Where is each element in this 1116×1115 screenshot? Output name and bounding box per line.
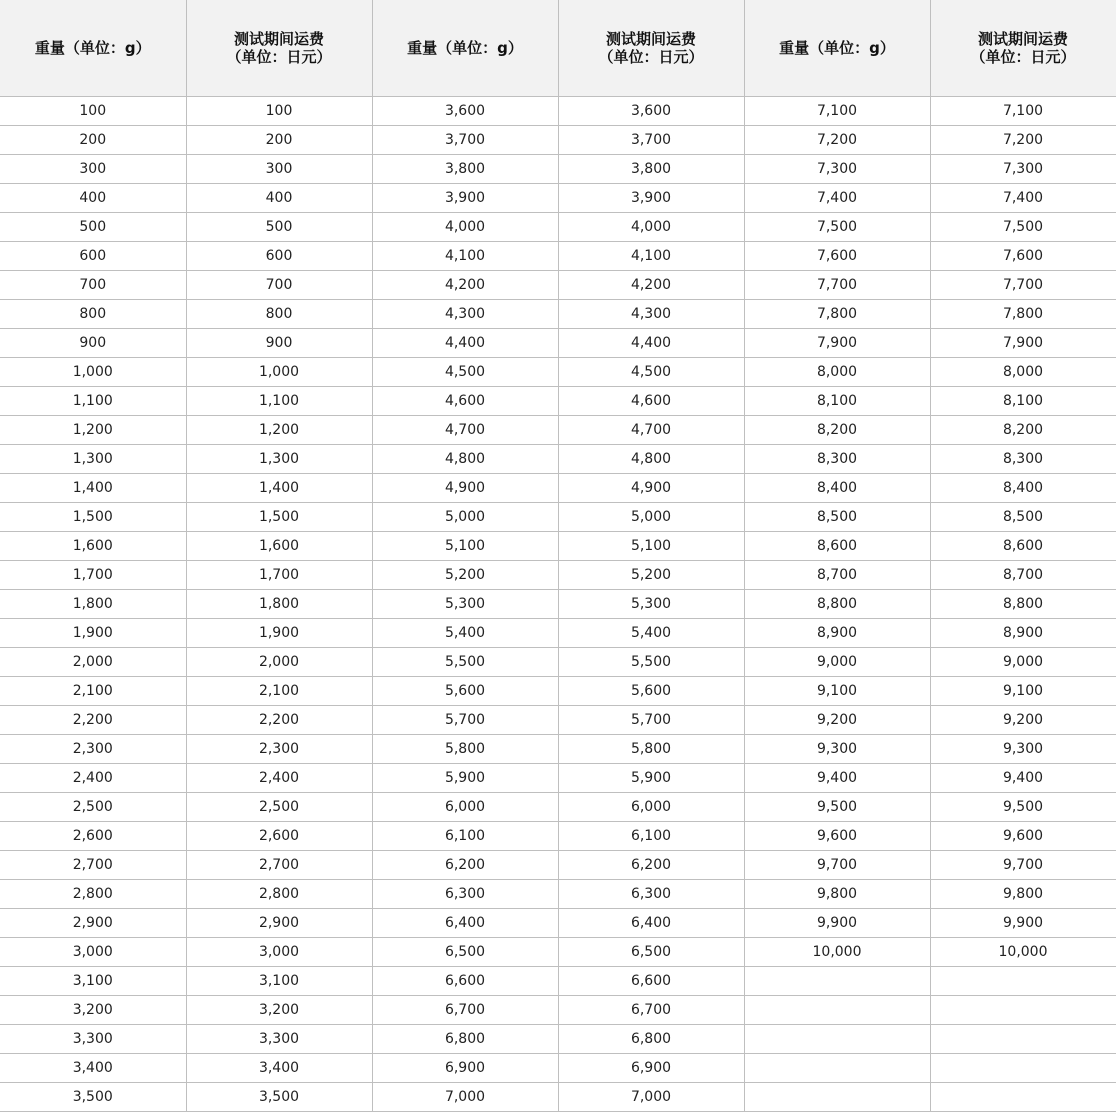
- weight-cell: 100: [0, 97, 186, 126]
- weight-cell: 6,200: [372, 851, 558, 880]
- fee-cell: 5,600: [558, 677, 744, 706]
- weight-cell: [744, 1083, 930, 1112]
- weight-cell: [744, 1025, 930, 1054]
- fee-cell: 9,600: [930, 822, 1116, 851]
- table-row: [0, 822, 1116, 851]
- fee-cell: 2,400: [186, 764, 372, 793]
- fee-cell: 4,500: [558, 358, 744, 387]
- weight-cell: 7,600: [744, 242, 930, 271]
- fee-cell: 6,400: [558, 909, 744, 938]
- weight-cell: 3,200: [0, 996, 186, 1025]
- table-row: [0, 242, 1116, 271]
- weight-cell: 9,100: [744, 677, 930, 706]
- fee-cell: 600: [186, 242, 372, 271]
- fee-cell: 8,200: [930, 416, 1116, 445]
- weight-cell: 900: [0, 329, 186, 358]
- weight-cell: 800: [0, 300, 186, 329]
- fee-cell: 9,000: [930, 648, 1116, 677]
- weight-cell: 2,700: [0, 851, 186, 880]
- weight-cell: 7,100: [744, 97, 930, 126]
- table-row: [0, 474, 1116, 503]
- fee-cell: 1,700: [186, 561, 372, 590]
- table-row: [0, 561, 1116, 590]
- weight-cell: 4,100: [372, 242, 558, 271]
- fee-cell: 6,300: [558, 880, 744, 909]
- fee-cell: 4,000: [558, 213, 744, 242]
- weight-cell: 1,400: [0, 474, 186, 503]
- table-row: [0, 1083, 1116, 1112]
- table-row: [0, 735, 1116, 764]
- fee-cell: 7,000: [558, 1083, 744, 1112]
- header-weight-1: 重量（单位：g）: [0, 0, 186, 97]
- fee-cell: 300: [186, 155, 372, 184]
- weight-cell: 6,300: [372, 880, 558, 909]
- weight-cell: 5,800: [372, 735, 558, 764]
- weight-cell: 8,000: [744, 358, 930, 387]
- table-row: [0, 97, 1116, 126]
- weight-cell: 8,800: [744, 590, 930, 619]
- fee-cell: 800: [186, 300, 372, 329]
- fee-cell: 7,700: [930, 271, 1116, 300]
- fee-cell: 9,900: [930, 909, 1116, 938]
- fee-cell: 500: [186, 213, 372, 242]
- weight-cell: 3,900: [372, 184, 558, 213]
- fee-cell: 9,800: [930, 880, 1116, 909]
- weight-cell: 4,700: [372, 416, 558, 445]
- table-row: [0, 677, 1116, 706]
- weight-cell: 1,600: [0, 532, 186, 561]
- fee-cell: 7,400: [930, 184, 1116, 213]
- table-row: [0, 271, 1116, 300]
- table-row: [0, 532, 1116, 561]
- fee-cell: 6,200: [558, 851, 744, 880]
- fee-cell: 2,500: [186, 793, 372, 822]
- weight-cell: 9,400: [744, 764, 930, 793]
- table-row: [0, 619, 1116, 648]
- fee-cell: 900: [186, 329, 372, 358]
- fee-cell: 8,000: [930, 358, 1116, 387]
- weight-cell: 1,200: [0, 416, 186, 445]
- weight-cell: 1,700: [0, 561, 186, 590]
- fee-cell: 4,700: [558, 416, 744, 445]
- weight-cell: 5,400: [372, 619, 558, 648]
- weight-cell: 5,600: [372, 677, 558, 706]
- fee-cell: 2,200: [186, 706, 372, 735]
- weight-cell: [744, 967, 930, 996]
- weight-cell: 3,600: [372, 97, 558, 126]
- fee-cell: 10,000: [930, 938, 1116, 967]
- fee-cell: 2,900: [186, 909, 372, 938]
- weight-cell: 8,500: [744, 503, 930, 532]
- table-header: [0, 0, 1116, 97]
- fee-cell: 8,700: [930, 561, 1116, 590]
- weight-cell: 8,700: [744, 561, 930, 590]
- weight-cell: 4,000: [372, 213, 558, 242]
- table-row: [0, 155, 1116, 184]
- table-row: [0, 793, 1116, 822]
- table-row: [0, 445, 1116, 474]
- weight-cell: 5,700: [372, 706, 558, 735]
- weight-cell: 7,000: [372, 1083, 558, 1112]
- weight-cell: 9,200: [744, 706, 930, 735]
- fee-cell: 2,800: [186, 880, 372, 909]
- fee-cell: 5,700: [558, 706, 744, 735]
- weight-cell: 600: [0, 242, 186, 271]
- weight-cell: 4,300: [372, 300, 558, 329]
- weight-cell: 1,500: [0, 503, 186, 532]
- weight-cell: 5,500: [372, 648, 558, 677]
- fee-cell: 8,900: [930, 619, 1116, 648]
- weight-cell: 3,300: [0, 1025, 186, 1054]
- fee-cell: 8,500: [930, 503, 1116, 532]
- weight-cell: 3,700: [372, 126, 558, 155]
- fee-cell: 1,900: [186, 619, 372, 648]
- fee-cell: 2,600: [186, 822, 372, 851]
- weight-cell: 6,700: [372, 996, 558, 1025]
- weight-cell: 3,800: [372, 155, 558, 184]
- weight-cell: 6,500: [372, 938, 558, 967]
- fee-cell: 6,600: [558, 967, 744, 996]
- fee-cell: 4,600: [558, 387, 744, 416]
- weight-cell: 7,500: [744, 213, 930, 242]
- fee-cell: 7,500: [930, 213, 1116, 242]
- weight-cell: 6,000: [372, 793, 558, 822]
- weight-cell: 4,400: [372, 329, 558, 358]
- weight-cell: 6,800: [372, 1025, 558, 1054]
- fee-cell: 1,100: [186, 387, 372, 416]
- fee-cell: 5,400: [558, 619, 744, 648]
- fee-cell: 9,200: [930, 706, 1116, 735]
- weight-cell: 1,900: [0, 619, 186, 648]
- table-row: [0, 126, 1116, 155]
- fee-cell: 6,100: [558, 822, 744, 851]
- fee-cell: 3,900: [558, 184, 744, 213]
- table-row: [0, 1025, 1116, 1054]
- table-row: [0, 503, 1116, 532]
- weight-cell: 7,800: [744, 300, 930, 329]
- weight-cell: 2,800: [0, 880, 186, 909]
- fee-cell: 200: [186, 126, 372, 155]
- fee-cell: [930, 996, 1116, 1025]
- fee-cell: 1,300: [186, 445, 372, 474]
- fee-cell: 3,600: [558, 97, 744, 126]
- weight-cell: 5,300: [372, 590, 558, 619]
- header-fee-2: 测试期间运费 （单位：日元）: [558, 0, 744, 97]
- fee-cell: 5,000: [558, 503, 744, 532]
- weight-cell: 700: [0, 271, 186, 300]
- weight-cell: 6,600: [372, 967, 558, 996]
- fee-cell: [930, 1025, 1116, 1054]
- fee-cell: 6,800: [558, 1025, 744, 1054]
- header-weight-2: 重量（单位：g）: [372, 0, 558, 97]
- weight-cell: 9,000: [744, 648, 930, 677]
- table-row: [0, 300, 1116, 329]
- fee-cell: 2,100: [186, 677, 372, 706]
- fee-cell: 3,200: [186, 996, 372, 1025]
- weight-cell: [744, 1054, 930, 1083]
- fee-cell: 5,500: [558, 648, 744, 677]
- weight-cell: 7,300: [744, 155, 930, 184]
- weight-cell: 9,600: [744, 822, 930, 851]
- weight-cell: 7,700: [744, 271, 930, 300]
- weight-cell: 1,100: [0, 387, 186, 416]
- weight-cell: 2,500: [0, 793, 186, 822]
- table-row: [0, 880, 1116, 909]
- weight-cell: 9,300: [744, 735, 930, 764]
- fee-cell: 400: [186, 184, 372, 213]
- table-row: [0, 358, 1116, 387]
- header-weight-3: 重量（单位：g）: [744, 0, 930, 97]
- fee-cell: 5,200: [558, 561, 744, 590]
- weight-cell: 400: [0, 184, 186, 213]
- fee-cell: 6,000: [558, 793, 744, 822]
- weight-cell: 4,800: [372, 445, 558, 474]
- weight-cell: 2,200: [0, 706, 186, 735]
- weight-cell: 3,500: [0, 1083, 186, 1112]
- fee-cell: 9,300: [930, 735, 1116, 764]
- fee-cell: 6,900: [558, 1054, 744, 1083]
- fee-cell: 2,700: [186, 851, 372, 880]
- fee-cell: 2,300: [186, 735, 372, 764]
- weight-cell: 1,000: [0, 358, 186, 387]
- weight-cell: 2,000: [0, 648, 186, 677]
- weight-cell: 9,700: [744, 851, 930, 880]
- fee-cell: 4,800: [558, 445, 744, 474]
- weight-cell: 8,100: [744, 387, 930, 416]
- weight-cell: 5,100: [372, 532, 558, 561]
- fee-cell: 8,600: [930, 532, 1116, 561]
- fee-cell: 8,100: [930, 387, 1116, 416]
- table-row: [0, 967, 1116, 996]
- weight-cell: 1,300: [0, 445, 186, 474]
- weight-cell: 3,000: [0, 938, 186, 967]
- weight-cell: 4,900: [372, 474, 558, 503]
- weight-cell: 2,600: [0, 822, 186, 851]
- fee-cell: 700: [186, 271, 372, 300]
- fee-cell: 100: [186, 97, 372, 126]
- header-fee-1: 测试期间运费 （单位：日元）: [186, 0, 372, 97]
- fee-cell: 2,000: [186, 648, 372, 677]
- weight-cell: 3,400: [0, 1054, 186, 1083]
- weight-cell: 2,900: [0, 909, 186, 938]
- weight-cell: 5,900: [372, 764, 558, 793]
- weight-cell: 10,000: [744, 938, 930, 967]
- fee-cell: 3,400: [186, 1054, 372, 1083]
- table-row: [0, 1054, 1116, 1083]
- table-row: [0, 909, 1116, 938]
- table-row: [0, 329, 1116, 358]
- fee-cell: 9,500: [930, 793, 1116, 822]
- header-row: [0, 0, 1116, 97]
- fee-cell: 3,700: [558, 126, 744, 155]
- weight-cell: 200: [0, 126, 186, 155]
- fee-cell: 3,100: [186, 967, 372, 996]
- weight-cell: 3,100: [0, 967, 186, 996]
- table-row: [0, 706, 1116, 735]
- table-row: [0, 416, 1116, 445]
- fee-cell: 5,100: [558, 532, 744, 561]
- weight-cell: 6,900: [372, 1054, 558, 1083]
- weight-cell: [744, 996, 930, 1025]
- weight-cell: 4,600: [372, 387, 558, 416]
- weight-cell: 9,800: [744, 880, 930, 909]
- fee-cell: 7,300: [930, 155, 1116, 184]
- fee-cell: 5,900: [558, 764, 744, 793]
- fee-cell: 1,500: [186, 503, 372, 532]
- header-fee-3: 测试期间运费 （单位：日元）: [930, 0, 1116, 97]
- weight-cell: 2,400: [0, 764, 186, 793]
- weight-cell: 7,900: [744, 329, 930, 358]
- weight-cell: 7,400: [744, 184, 930, 213]
- table-row: [0, 996, 1116, 1025]
- fee-cell: 7,900: [930, 329, 1116, 358]
- weight-cell: 8,400: [744, 474, 930, 503]
- weight-cell: 500: [0, 213, 186, 242]
- fee-cell: 9,400: [930, 764, 1116, 793]
- fee-cell: 6,500: [558, 938, 744, 967]
- fee-cell: [930, 1083, 1116, 1112]
- weight-cell: 8,900: [744, 619, 930, 648]
- weight-cell: 5,000: [372, 503, 558, 532]
- fee-cell: 3,300: [186, 1025, 372, 1054]
- weight-cell: 5,200: [372, 561, 558, 590]
- weight-cell: 6,400: [372, 909, 558, 938]
- weight-cell: 7,200: [744, 126, 930, 155]
- fee-cell: 8,300: [930, 445, 1116, 474]
- table-row: [0, 590, 1116, 619]
- fee-cell: 7,200: [930, 126, 1116, 155]
- fee-cell: 1,200: [186, 416, 372, 445]
- fee-cell: 6,700: [558, 996, 744, 1025]
- fee-cell: 4,300: [558, 300, 744, 329]
- fee-cell: 4,100: [558, 242, 744, 271]
- fee-cell: [930, 1054, 1116, 1083]
- fee-cell: 9,700: [930, 851, 1116, 880]
- weight-cell: 9,500: [744, 793, 930, 822]
- table-row: [0, 648, 1116, 677]
- weight-cell: 4,200: [372, 271, 558, 300]
- weight-cell: 8,300: [744, 445, 930, 474]
- fee-cell: 1,400: [186, 474, 372, 503]
- fee-cell: 1,600: [186, 532, 372, 561]
- weight-cell: 6,100: [372, 822, 558, 851]
- fee-cell: 1,800: [186, 590, 372, 619]
- weight-cell: 4,500: [372, 358, 558, 387]
- table-row: [0, 184, 1116, 213]
- table-row: [0, 213, 1116, 242]
- weight-cell: 2,300: [0, 735, 186, 764]
- weight-cell: 9,900: [744, 909, 930, 938]
- weight-cell: 300: [0, 155, 186, 184]
- weight-cell: 2,100: [0, 677, 186, 706]
- table-row: [0, 851, 1116, 880]
- fee-cell: 8,400: [930, 474, 1116, 503]
- fee-cell: 3,500: [186, 1083, 372, 1112]
- fee-cell: 4,900: [558, 474, 744, 503]
- table-row: [0, 764, 1116, 793]
- table-body: [0, 97, 1116, 1112]
- fee-cell: 7,600: [930, 242, 1116, 271]
- fee-cell: 9,100: [930, 677, 1116, 706]
- fee-cell: 4,400: [558, 329, 744, 358]
- fee-cell: 1,000: [186, 358, 372, 387]
- weight-cell: 8,600: [744, 532, 930, 561]
- weight-cell: 1,800: [0, 590, 186, 619]
- table-row: [0, 387, 1116, 416]
- fee-cell: 4,200: [558, 271, 744, 300]
- fee-cell: 3,800: [558, 155, 744, 184]
- fee-cell: [930, 967, 1116, 996]
- fee-cell: 7,800: [930, 300, 1116, 329]
- fee-cell: 3,000: [186, 938, 372, 967]
- table-row: [0, 938, 1116, 967]
- fee-cell: 8,800: [930, 590, 1116, 619]
- weight-cell: 8,200: [744, 416, 930, 445]
- fee-cell: 5,300: [558, 590, 744, 619]
- fee-cell: 5,800: [558, 735, 744, 764]
- fee-cell: 7,100: [930, 97, 1116, 126]
